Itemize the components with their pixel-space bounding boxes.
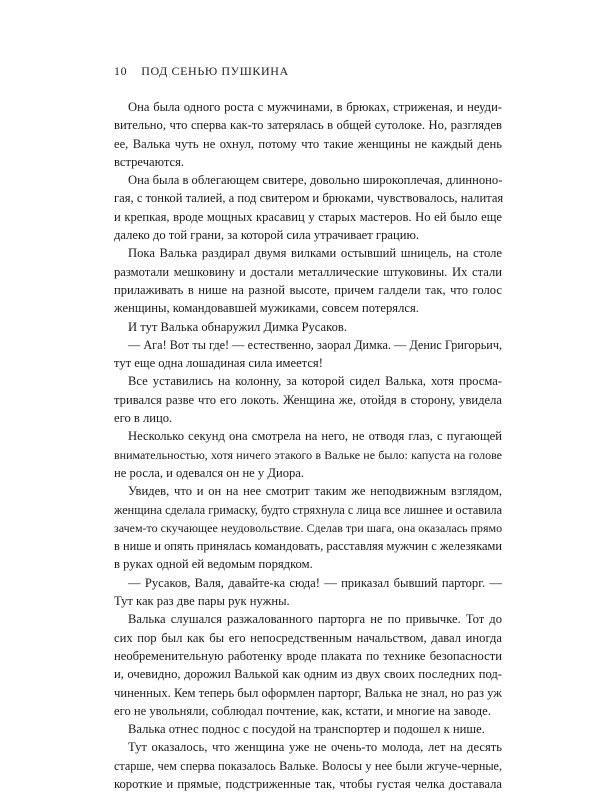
text-line: И тут Валька обнаружил Димка Русаков. — [128, 319, 347, 334]
text-line: размотали мешковину и достали металлические штуковины. Их стали — [114, 264, 502, 279]
page-number: 10 — [114, 64, 128, 78]
text-line: в нише и опять принялась командовать, расставляя мужчин с железяками — [114, 539, 502, 554]
text-line: Тут как раз две пары рук нужны. — [114, 594, 290, 609]
text-line: его в лицо. — [114, 411, 173, 426]
text-line: Она была в облегающем свитере, довольно широкоплечая, длинноно- — [128, 173, 503, 188]
text-line: Тут оказалось, что женщина уже не очень-то молода, лет на десять — [128, 740, 502, 755]
text-line: внимательностью, хотя ничего этакого в Вальке не было: капуста на голове — [114, 447, 502, 462]
text-line: прилаживать в нише на разной высоте, причем галдели так, что голос — [114, 282, 502, 297]
text-line: его не увольняли, соблюдал почтение, как, кстати, и многие на заводе. — [114, 703, 491, 718]
text-line: не росла, и одевался он не у Диора. — [114, 465, 305, 480]
text-line: Пока Валька раздирал двумя вилками остывший шницель, на столе — [128, 246, 502, 261]
text-line: встречаются. — [114, 154, 185, 169]
text-line: — Русаков, Валя, давайте-ка сюда! — приказал бывший парторг. — — [128, 575, 502, 590]
text-line: далеко до той грани, за которой сила утрачивает грацию. — [114, 228, 420, 243]
text-line: Валька отнес поднос с посудой на транспортер и подошел к нише. — [128, 722, 485, 737]
text-line: Она была одного роста с мужчинами, в брюках, стриженая, и неуди- — [128, 100, 502, 114]
text-line: и, очевидно, дорожил Валькой как одним из двух своих последних под- — [114, 667, 502, 682]
text-line: короткие и прямые, подстриженные так, чтобы густая челка доставала — [114, 776, 502, 791]
text-line: женщины, командовавшей мужиками, совсем потерялся. — [114, 301, 419, 316]
text-line: старше, чем сперва показалось Вальке. Волосы у нее были жгуче-черные, — [114, 758, 502, 773]
text-line: тут еще одна лошадиная сила имеется! — [114, 356, 323, 371]
text-line: вительно, что сперва как-то затерялась в общей сутолоке. Но, разглядев — [114, 118, 502, 133]
running-head-title: ПОД СЕНЬЮ ПУШКИНА — [141, 64, 289, 78]
text-line: женщина сделала гримаску, будто стряхнула с лица все лишнее и оставила — [114, 502, 503, 517]
text-line: ее, Валька чуть не охнул, потому что такие женщины не каждый день — [114, 136, 502, 151]
running-head — [114, 64, 289, 79]
text-line: — Ага! Вот ты где! — естественно, заорал Димка. — Денис Григорьич, — [128, 337, 502, 352]
text-line: Все уставились на колонну, за которой сидел Валька, хотя просма- — [128, 374, 502, 389]
text-line: Несколько секунд она смотрела на него, не отводя глаз, с пугающей — [128, 429, 502, 444]
text-line: чиненных. Кем теперь был оформлен парторг, Валька не знал, но раз уж — [114, 685, 502, 700]
text-line: тривался разве что его локоть. Женщина же, отойдя в сторону, увидела — [114, 392, 502, 407]
text-line: гая, с тонкой талией, а под свитером и брюками, чувствовалось, налитая — [114, 191, 504, 206]
text-line: зачем-то скучающее неудовольствие. Сделав три шага, она оказалась прямо — [114, 520, 503, 535]
text-line: Валька слушался разжалованного парторга не по привычке. Тот до — [128, 612, 502, 627]
text-line: в руках одной ей ведомым порядком. — [114, 557, 313, 572]
text-line: необременительную работенку вроде плаката по технике безопасности — [114, 648, 502, 663]
text-line: Увидев, что и он на нее смотрит таким же неподвижным взглядом, — [128, 484, 502, 499]
text-line: сих пор был как бы его непосредственным начальством, давал иногда — [114, 630, 502, 645]
text-line: и крепкая, вроде мощных красавиц у старых мастеров. Но ей было еще — [114, 209, 502, 224]
body-text — [114, 98, 502, 793]
